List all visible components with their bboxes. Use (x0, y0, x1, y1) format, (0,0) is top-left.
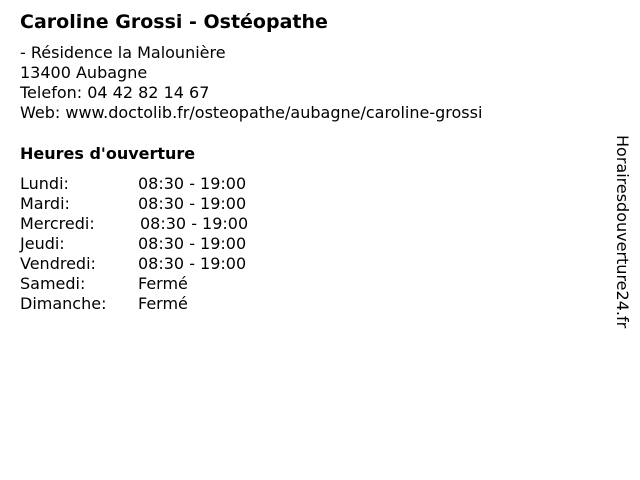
hours-row-sunday (20, 294, 320, 314)
address-line-2: 13400 Aubagne (20, 63, 148, 82)
time-value: Fermé (138, 294, 188, 313)
website-line: Web: www.doctolib.fr/osteopathe/aubagne/caroline-grossi (20, 103, 483, 122)
hours-row-friday (20, 254, 320, 274)
time-value: 08:30 - 19:00 (138, 194, 247, 213)
address-line-1: - Résidence la Malounière (20, 43, 226, 62)
day-label: Jeudi: (20, 234, 65, 253)
business-contact-block (20, 43, 482, 123)
time-value: 08:30 - 19:00 (138, 254, 247, 273)
day-label: Lundi: (20, 174, 69, 193)
time-value: 08:30 - 19:00 (138, 174, 247, 193)
hours-row-saturday (20, 274, 320, 294)
hours-row-thursday (20, 234, 320, 254)
day-label: Mardi: (20, 194, 70, 213)
day-label: Dimanche: (20, 294, 107, 313)
hours-row-wednesday (20, 214, 320, 234)
time-value: Fermé (138, 274, 188, 293)
day-label: Vendredi: (20, 254, 96, 273)
time-value: 08:30 - 19:00 (140, 214, 249, 233)
hours-row-tuesday (20, 194, 320, 214)
day-label: Samedi: (20, 274, 86, 293)
day-label: Mercredi: (20, 214, 95, 233)
hours-row-monday (20, 174, 320, 194)
phone-line: Telefon: 04 42 82 14 67 (20, 83, 210, 102)
business-title: Caroline Grossi - Ostéopathe (20, 11, 328, 33)
site-watermark: Horairesdouverture24.fr (613, 135, 632, 329)
opening-hours-heading: Heures d'ouverture (20, 144, 196, 163)
time-value: 08:30 - 19:00 (138, 234, 247, 253)
opening-hours-table (20, 174, 320, 314)
